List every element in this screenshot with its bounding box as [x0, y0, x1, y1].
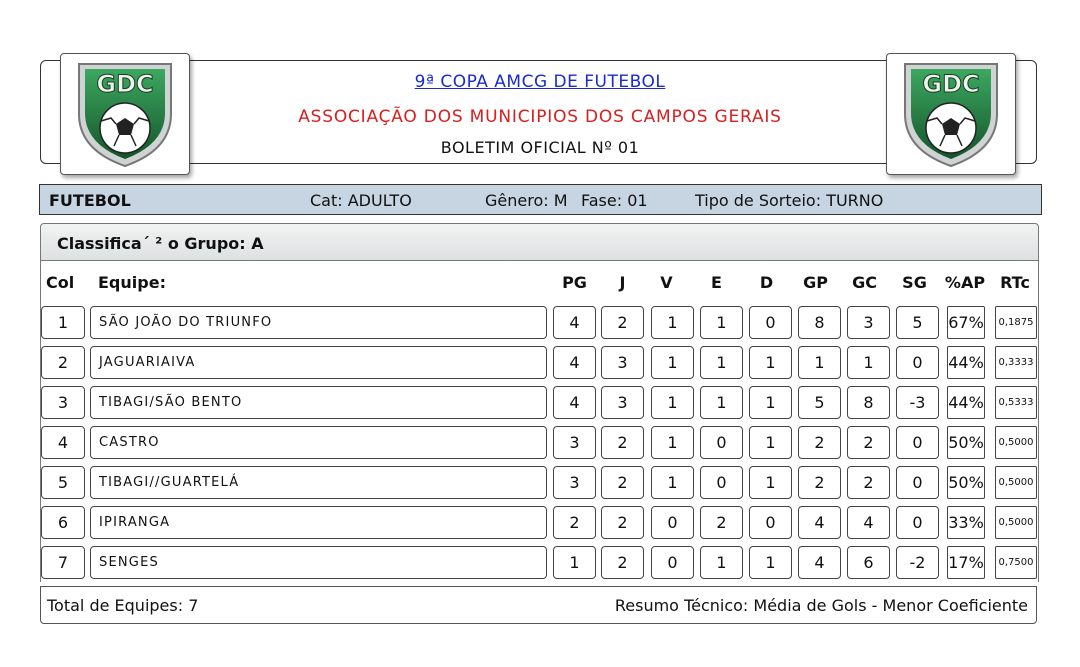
cup-title[interactable]: 9ª COPA AMCG DE FUTEBOL — [414, 72, 666, 92]
table-cell-sg: -2 — [896, 546, 939, 579]
table-cell-e: 1 — [700, 346, 743, 379]
table-cell-v: 1 — [651, 426, 694, 459]
column-header: %AP — [944, 273, 986, 292]
table-cell-j: 2 — [601, 426, 644, 459]
table-cell-j: 3 — [601, 386, 644, 419]
table-cell-pos: 1 — [41, 306, 85, 339]
table-cell-v: 1 — [651, 466, 694, 499]
table-cell-j: 2 — [601, 546, 644, 579]
table-cell-team: JAGUARIAIVA — [90, 346, 547, 379]
table-cell-team: IPIRANGA — [90, 506, 547, 539]
table-cell-rtc: 0,5000 — [995, 426, 1037, 459]
table-cell-pg: 2 — [553, 506, 596, 539]
svg-text:GDC: GDC — [96, 70, 154, 98]
group-bar — [40, 223, 1039, 261]
info-bar — [39, 184, 1042, 215]
table-cell-pos: 6 — [41, 506, 85, 539]
table-cell-d: 1 — [749, 346, 792, 379]
table-cell-j: 2 — [601, 506, 644, 539]
table-cell-gc: 8 — [847, 386, 890, 419]
table-cell-pg: 4 — [553, 346, 596, 379]
association-name: ASSOCIAÇÃO DOS MUNICIPIOS DOS CAMPOS GERAIS — [298, 107, 782, 127]
table-cell-pg: 3 — [553, 426, 596, 459]
table-cell-d: 0 — [749, 506, 792, 539]
table-cell-gp: 4 — [798, 546, 841, 579]
table-cell-rtc: 0,5333 — [995, 386, 1037, 419]
table-cell-gc: 6 — [847, 546, 890, 579]
table-cell-d: 1 — [749, 426, 792, 459]
table-cell-pos: 7 — [41, 546, 85, 579]
table-cell-pos: 3 — [41, 386, 85, 419]
column-header: PG — [562, 273, 587, 292]
table-cell-e: 1 — [700, 306, 743, 339]
table-cell-sg: 0 — [896, 346, 939, 379]
table-cell-d: 1 — [749, 386, 792, 419]
table-cell-gp: 8 — [798, 306, 841, 339]
table-cell-rtc: 0,5000 — [995, 466, 1037, 499]
column-header: SG — [902, 273, 927, 292]
table-cell-team: TIBAGI//GUARTELÁ — [90, 466, 547, 499]
table-cell-v: 1 — [651, 346, 694, 379]
column-header: GP — [803, 273, 828, 292]
column-header: J — [619, 273, 626, 292]
table-cell-e: 0 — [700, 466, 743, 499]
table-cell-ap: 50% — [947, 426, 985, 459]
technical-summary: Resumo Técnico: Média de Gols - Menor Coeficiente — [614, 596, 1028, 615]
table-cell-v: 1 — [651, 386, 694, 419]
table-cell-pg: 1 — [553, 546, 596, 579]
table-cell-pg: 4 — [553, 386, 596, 419]
table-cell-d: 0 — [749, 306, 792, 339]
table-cell-rtc: 0,3333 — [995, 346, 1037, 379]
table-cell-gp: 4 — [798, 506, 841, 539]
table-cell-team: CASTRO — [90, 426, 547, 459]
table-cell-team: TIBAGI/SÃO BENTO — [90, 386, 547, 419]
table-cell-pos: 2 — [41, 346, 85, 379]
table-cell-gc: 2 — [847, 466, 890, 499]
table-cell-j: 3 — [601, 346, 644, 379]
gender-label: Gênero: M — [485, 191, 568, 210]
table-cell-v: 1 — [651, 306, 694, 339]
column-header: Col — [46, 273, 75, 292]
table-cell-ap: 33% — [947, 506, 985, 539]
table-cell-ap: 50% — [947, 466, 985, 499]
table-cell-ap: 44% — [947, 346, 985, 379]
table-cell-sg: 0 — [896, 426, 939, 459]
table-cell-j: 2 — [601, 306, 644, 339]
column-header: Equipe: — [98, 273, 166, 292]
column-header: E — [711, 273, 722, 292]
table-cell-gc: 1 — [847, 346, 890, 379]
table-cell-e: 2 — [700, 506, 743, 539]
table-cell-gp: 2 — [798, 466, 841, 499]
category-label: Cat: ADULTO — [310, 191, 412, 210]
table-cell-e: 1 — [700, 386, 743, 419]
table-cell-sg: 0 — [896, 466, 939, 499]
table-cell-pg: 4 — [553, 306, 596, 339]
table-cell-e: 1 — [700, 546, 743, 579]
table-cell-v: 0 — [651, 506, 694, 539]
table-cell-rtc: 0,7500 — [995, 546, 1037, 579]
table-cell-j: 2 — [601, 466, 644, 499]
table-cell-rtc: 0,1875 — [995, 306, 1037, 339]
table-cell-team: SENGES — [90, 546, 547, 579]
table-cell-d: 1 — [749, 466, 792, 499]
table-cell-ap: 67% — [947, 306, 985, 339]
table-cell-gc: 4 — [847, 506, 890, 539]
table-cell-gc: 3 — [847, 306, 890, 339]
table-cell-pg: 3 — [553, 466, 596, 499]
total-teams: Total de Equipes: 7 — [47, 596, 199, 615]
table-cell-v: 0 — [651, 546, 694, 579]
table-cell-gp: 2 — [798, 426, 841, 459]
table-cell-e: 0 — [700, 426, 743, 459]
column-header: V — [660, 273, 673, 292]
column-header: D — [759, 273, 774, 292]
phase-label: Fase: 01 — [581, 191, 648, 210]
table-cell-gp: 1 — [798, 346, 841, 379]
table-cell-pos: 4 — [41, 426, 85, 459]
table-cell-gp: 5 — [798, 386, 841, 419]
table-cell-team: SÃO JOÃO DO TRIUNFO — [90, 306, 547, 339]
table-cell-ap: 17% — [947, 546, 985, 579]
column-header: RTc — [1000, 273, 1030, 292]
table-cell-ap: 44% — [947, 386, 985, 419]
footer — [40, 586, 1037, 624]
table-cell-gc: 2 — [847, 426, 890, 459]
bulletin-title: BOLETIM OFICIAL Nº 01 — [440, 138, 640, 157]
table-cell-sg: 0 — [896, 506, 939, 539]
svg-text:GDC: GDC — [922, 70, 980, 98]
table-cell-sg: -3 — [896, 386, 939, 419]
table-cell-d: 1 — [749, 546, 792, 579]
table-cell-pos: 5 — [41, 466, 85, 499]
table-cell-rtc: 0,5000 — [995, 506, 1037, 539]
draw-type-label: Tipo de Sorteio: TURNO — [695, 191, 884, 210]
sport-label: FUTEBOL — [49, 191, 131, 210]
group-title: Classifica´ ² o Grupo: A — [57, 234, 264, 253]
table-cell-sg: 5 — [896, 306, 939, 339]
column-header: GC — [852, 273, 877, 292]
